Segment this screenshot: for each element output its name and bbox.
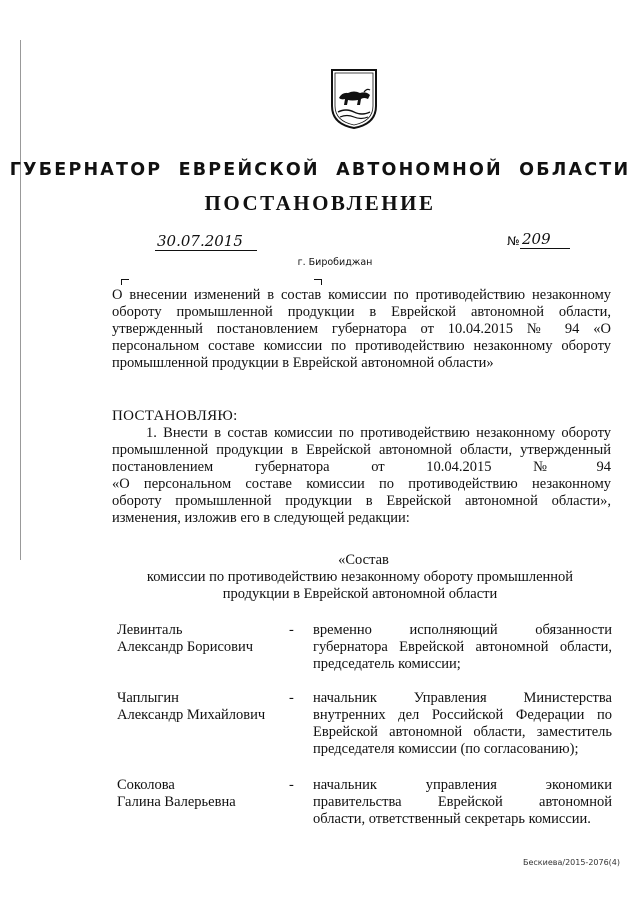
document-type-heading: ПОСТАНОВЛЕНИЕ — [204, 191, 436, 215]
paragraph-line: 1. Внести в состав комиссии по противодействию незаконному обороту — [146, 425, 611, 441]
member-dash: - — [289, 622, 294, 638]
title-corner-right — [314, 279, 322, 285]
title-line: персональном составе комиссии по противодействию незаконному обороту — [112, 338, 611, 354]
document-number: 209 — [520, 230, 570, 249]
role-line: председатель комиссии; — [313, 656, 461, 672]
paragraph-line: постановлением губернатора от 10.04.2015 № 94 — [112, 459, 611, 475]
member-given-names: Александр Михайлович — [117, 707, 266, 723]
footer-code: Бескиева/2015-2076(4) — [523, 858, 621, 867]
role-line: губернатора Еврейской автономной области, — [313, 639, 612, 655]
member-surname: Соколова — [117, 777, 175, 793]
member-name — [117, 777, 292, 811]
member-name — [117, 690, 292, 724]
paragraph-line: «О персональном составе комиссии по противодействию незаконному — [112, 476, 611, 492]
member-surname: Левинталь — [117, 622, 183, 638]
number-label: № — [507, 234, 520, 248]
ordains-heading: ПОСТАНОВЛЯЮ: — [112, 408, 238, 424]
title-line: промышленной продукции в Еврейской автономной области» — [112, 355, 494, 371]
paragraph-1 — [112, 425, 611, 527]
role-line: внутренних дел Российской Федерации по — [313, 707, 612, 723]
member-name — [117, 622, 292, 656]
paragraph-line: изменения, изложив его в следующей редакции: — [112, 510, 410, 526]
role-line: Еврейской автономной области, заместитель — [313, 724, 612, 740]
title-line: О внесении изменений в состав комиссии по противодействию незаконному — [112, 287, 611, 303]
title-corner-left — [121, 279, 129, 285]
document-date: 30.07.2015 — [155, 232, 257, 251]
composition-subtitle-line: комиссии по противодействию незаконному обороту промышленной — [146, 569, 574, 585]
member-dash: - — [289, 690, 294, 706]
member-surname: Чаплыгин — [117, 690, 179, 706]
member-role — [313, 690, 612, 758]
authority-heading: ГУБЕРНАТОР ЕВРЕЙСКОЙ АВТОНОМНОЙ ОБЛАСТИ — [9, 160, 631, 180]
resolution-title — [112, 287, 611, 372]
city-line: г. Биробиджан — [297, 257, 373, 268]
title-line: утвержденный постановлением губернатора от 10.04.2015 № 94 «О — [112, 321, 611, 337]
title-line: обороту промышленной продукции в Еврейской автономной области, — [112, 304, 611, 320]
composition-heading: «Состав — [338, 552, 389, 568]
paragraph-line: промышленной продукции в Еврейской автономной области, утвержденный — [112, 442, 611, 458]
composition-subtitle-line: продукции в Еврейской автономной области — [222, 586, 498, 602]
role-line: области, ответственный секретарь комиссии. — [313, 811, 591, 827]
role-line: начальник управления экономики — [313, 777, 612, 793]
member-given-names: Александр Борисович — [117, 639, 254, 655]
member-role — [313, 777, 612, 828]
role-line: правительства Еврейской автономной — [313, 794, 612, 810]
paragraph-line: обороту промышленной продукции в Еврейской автономной области», — [112, 493, 611, 509]
role-line: временно исполняющий обязанности — [313, 622, 612, 638]
coat-of-arms-emblem — [330, 68, 378, 130]
member-dash: - — [289, 777, 294, 793]
member-given-names: Галина Валерьевна — [117, 794, 236, 810]
member-role — [313, 622, 612, 673]
composition-subtitle — [100, 569, 620, 603]
role-line: начальник Управления Министерства — [313, 690, 612, 706]
page-edge-rule — [20, 40, 21, 560]
role-line: председателя комиссии (по согласованию); — [313, 741, 579, 757]
